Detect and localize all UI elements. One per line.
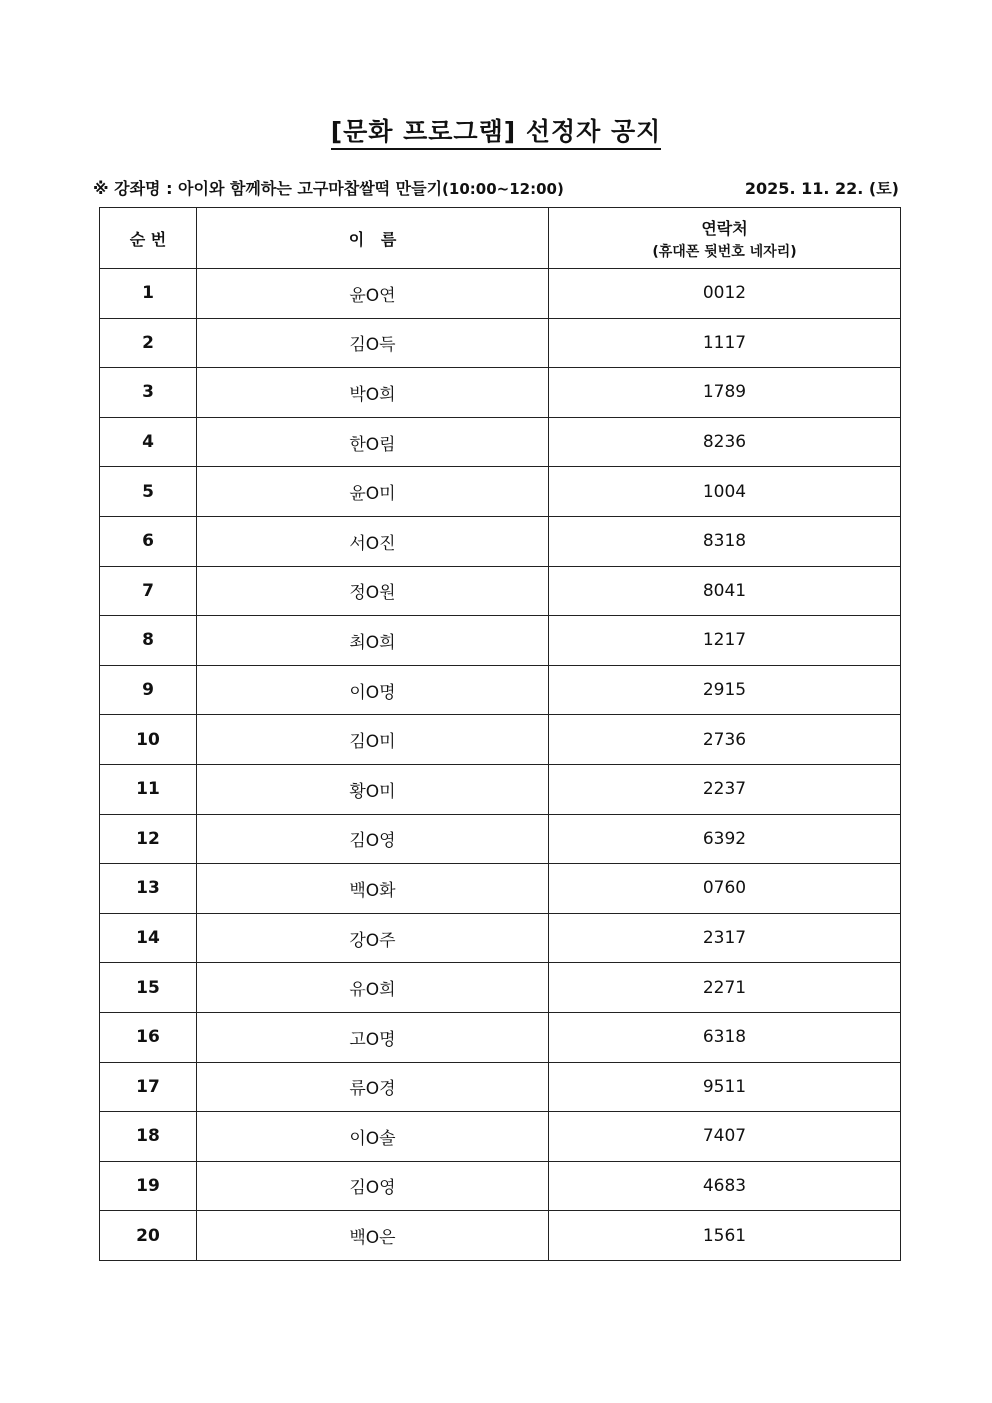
row-phone: 0012 <box>549 269 901 319</box>
table-row <box>100 467 901 517</box>
table-row <box>100 1161 901 1211</box>
header-name: 이 름 <box>197 208 549 269</box>
row-name: 백O은 <box>197 1211 549 1261</box>
row-phone: 6318 <box>549 1012 901 1062</box>
table-row <box>100 715 901 765</box>
row-name: 이O명 <box>197 665 549 715</box>
header-contact-label: 연락처 <box>701 218 748 238</box>
header-contact <box>549 208 901 269</box>
course-info-line <box>93 176 899 200</box>
row-number: 2 <box>100 318 197 368</box>
row-name: 박O희 <box>197 368 549 418</box>
table-row <box>100 864 901 914</box>
row-number: 17 <box>100 1062 197 1112</box>
row-number: 11 <box>100 764 197 814</box>
header-contact-sub: (휴대폰 뒷번호 네자리) <box>652 243 797 260</box>
row-number: 9 <box>100 665 197 715</box>
table-row <box>100 764 901 814</box>
row-number: 16 <box>100 1012 197 1062</box>
row-phone: 6392 <box>549 814 901 864</box>
row-number: 14 <box>100 913 197 963</box>
row-phone: 2915 <box>549 665 901 715</box>
row-name: 최O희 <box>197 616 549 666</box>
row-phone: 8318 <box>549 516 901 566</box>
row-number: 13 <box>100 864 197 914</box>
row-number: 1 <box>100 269 197 319</box>
table-row <box>100 417 901 467</box>
row-number: 20 <box>100 1211 197 1261</box>
row-phone: 2736 <box>549 715 901 765</box>
table-row <box>100 566 901 616</box>
row-number: 6 <box>100 516 197 566</box>
row-name: 강O주 <box>197 913 549 963</box>
row-number: 12 <box>100 814 197 864</box>
row-name: 황O미 <box>197 764 549 814</box>
row-phone: 8236 <box>549 417 901 467</box>
document-title: [문화 프로그램] 선정자 공지 <box>331 117 662 150</box>
table-row <box>100 269 901 319</box>
selectee-table <box>99 207 901 1261</box>
row-number: 3 <box>100 368 197 418</box>
row-number: 15 <box>100 963 197 1013</box>
table-row <box>100 318 901 368</box>
row-phone: 1217 <box>549 616 901 666</box>
row-number: 7 <box>100 566 197 616</box>
table-row <box>100 814 901 864</box>
table-row <box>100 516 901 566</box>
table-row <box>100 913 901 963</box>
row-phone: 0760 <box>549 864 901 914</box>
row-number: 4 <box>100 417 197 467</box>
row-name: 백O화 <box>197 864 549 914</box>
row-name: 서O진 <box>197 516 549 566</box>
row-phone: 1789 <box>549 368 901 418</box>
row-phone: 4683 <box>549 1161 901 1211</box>
row-name: 이O솔 <box>197 1112 549 1162</box>
row-phone: 1561 <box>549 1211 901 1261</box>
row-phone: 7407 <box>549 1112 901 1162</box>
row-name: 김O영 <box>197 1161 549 1211</box>
row-phone: 2271 <box>549 963 901 1013</box>
row-phone: 2237 <box>549 764 901 814</box>
header-order: 순 번 <box>100 208 197 269</box>
row-name: 류O경 <box>197 1062 549 1112</box>
table-row <box>100 665 901 715</box>
table-row <box>100 368 901 418</box>
row-number: 10 <box>100 715 197 765</box>
row-phone: 8041 <box>549 566 901 616</box>
row-name: 정O원 <box>197 566 549 616</box>
row-name: 김O미 <box>197 715 549 765</box>
row-phone: 1004 <box>549 467 901 517</box>
table-row <box>100 1062 901 1112</box>
row-phone: 1117 <box>549 318 901 368</box>
course-time: (10:00~12:00) <box>442 180 564 198</box>
row-name: 한O림 <box>197 417 549 467</box>
row-name: 김O영 <box>197 814 549 864</box>
course-info <box>93 176 564 199</box>
table-row <box>100 616 901 666</box>
table-row <box>100 1112 901 1162</box>
table-row <box>100 1211 901 1261</box>
table-row <box>100 963 901 1013</box>
row-name: 윤O미 <box>197 467 549 517</box>
row-number: 19 <box>100 1161 197 1211</box>
document-title-wrap <box>0 112 992 148</box>
row-number: 18 <box>100 1112 197 1162</box>
row-name: 유O희 <box>197 963 549 1013</box>
notice-date: 2025. 11. 22. (토) <box>744 179 899 198</box>
row-phone: 2317 <box>549 913 901 963</box>
row-number: 5 <box>100 467 197 517</box>
course-name: ※ 강좌명 : 아이와 함께하는 고구마찹쌀떡 만들기 <box>93 179 443 198</box>
row-name: 고O명 <box>197 1012 549 1062</box>
row-name: 윤O연 <box>197 269 549 319</box>
table-row <box>100 1012 901 1062</box>
row-number: 8 <box>100 616 197 666</box>
table-header-row <box>100 208 901 269</box>
row-name: 김O득 <box>197 318 549 368</box>
row-phone: 9511 <box>549 1062 901 1112</box>
